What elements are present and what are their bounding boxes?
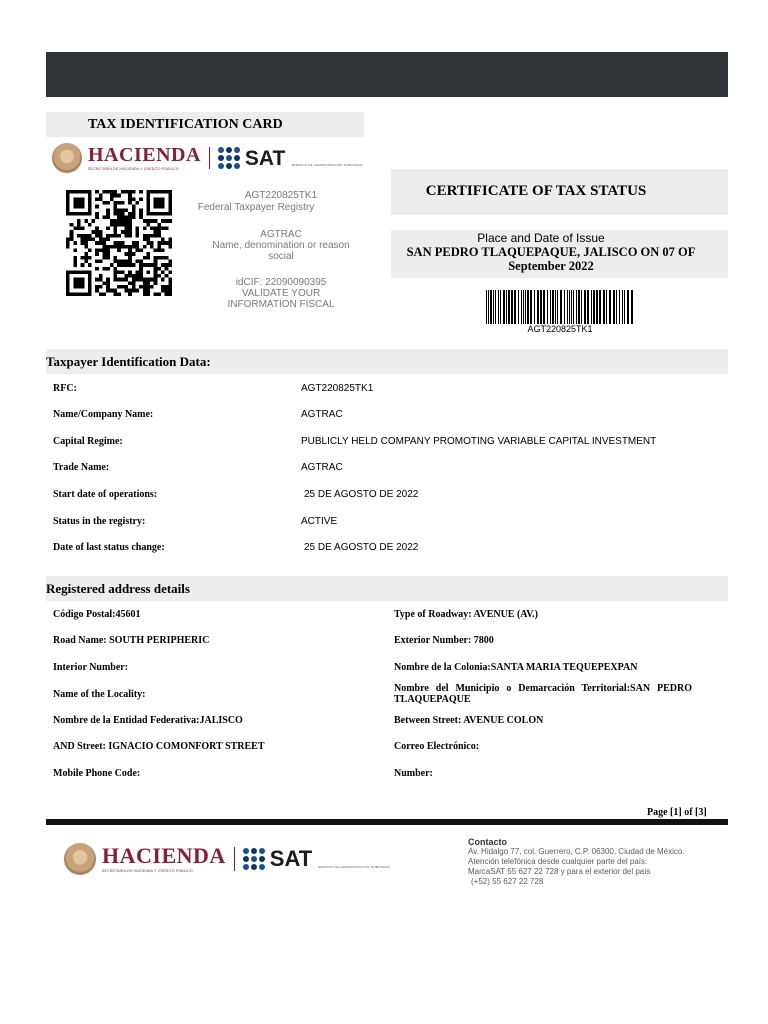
taxpayer-label: RFC:: [53, 383, 77, 394]
address-field: Type of Roadway: AVENUE (AV.): [394, 609, 539, 620]
address-field: AND Street: IGNACIO COMONFORT STREET: [53, 741, 265, 752]
taxpayer-label: Status in the registry:: [53, 516, 146, 527]
address-field: Mobile Phone Code:: [53, 768, 141, 779]
address-field: Nombre de la Entidad Federativa:JALISCO: [53, 715, 243, 726]
contact-title: Contacto: [468, 837, 507, 847]
hacienda-subtitle: SECRETARÍA DE HACIENDA Y CRÉDITO PÚBLICO: [88, 167, 179, 171]
taxpayer-label: Name/Company Name:: [53, 409, 154, 420]
address-field: Interior Number:: [53, 662, 129, 673]
issue-place-date: SAN PEDRO TLAQUEPAQUE, JALISCO ON 07 OF September 2022: [406, 245, 696, 273]
taxpayer-value: 25 DE AGOSTO DE 2022: [304, 489, 419, 500]
taxpayer-value: PUBLICLY HELD COMPANY PROMOTING VARIABLE CAPITAL INVESTMENT: [301, 436, 657, 447]
sat-logo: SAT: [269, 846, 313, 871]
barcode-text: AGT220825TK1: [527, 324, 593, 334]
taxpayer-value: AGT220825TK1: [301, 383, 374, 394]
certificate-title: CERTIFICATE OF TAX STATUS: [425, 183, 647, 199]
address-field: Name of the Locality:: [53, 689, 146, 700]
qr-code: [66, 190, 172, 296]
card-validate: VALIDATE YOUR INFORMATION FISCAL: [227, 288, 335, 310]
card-logos: [52, 143, 363, 173]
taxpayer-label: Date of last status change:: [53, 542, 165, 553]
address-field: Number:: [394, 768, 433, 779]
contact-line: Atención telefónica desde cualquier parte del país:: [468, 857, 648, 866]
hacienda-logo: HACIENDA: [88, 144, 201, 166]
address-field: Road Name: SOUTH PERIPHERIC: [53, 635, 210, 646]
card-name-caption: Name, denomination or reason social: [212, 240, 350, 262]
card-name: AGTRAC: [260, 229, 302, 240]
barcode: [486, 290, 634, 324]
contact-line: MarcaSAT 55 627 22 728 y para el exterior del país: [468, 867, 651, 876]
sat-dots-icon: [243, 848, 266, 871]
contact-line: Av. Hidalgo 77, col. Guerrero, C.P. 06300, Ciudad de México.: [468, 847, 685, 856]
address-field: Código Postal:45601: [53, 609, 141, 620]
footer-logos: [64, 843, 390, 875]
mexico-seal-icon: [64, 843, 96, 875]
taxpayer-label: Start date of operations:: [53, 489, 158, 500]
sat-dots-icon: [218, 147, 241, 170]
taxpayer-section-title: Taxpayer Identification Data:: [46, 354, 211, 369]
taxpayer-value: 25 DE AGOSTO DE 2022: [304, 542, 419, 553]
page-number: Page [1] of [3]: [647, 807, 707, 818]
taxpayer-value: ACTIVE: [301, 516, 338, 527]
taxpayer-label: Capital Regime:: [53, 436, 123, 447]
address-field: Between Street: AVENUE COLON: [394, 715, 544, 726]
taxpayer-value: AGTRAC: [301, 462, 343, 473]
address-section-title: Registered address details: [46, 581, 190, 596]
sat-logo: SAT: [244, 146, 286, 170]
hacienda-logo: HACIENDA: [102, 843, 226, 868]
address-field: Correo Electrónico:: [394, 741, 480, 752]
hacienda-subtitle: SECRETARÍA DE HACIENDA Y CRÉDITO PÚBLICO: [102, 869, 193, 873]
card-rfc-caption: Federal Taxpayer Registry: [197, 202, 315, 213]
top-banner: [46, 52, 728, 97]
sat-subtitle: SERVICIO DE ADMINISTRACIÓN TRIBUTARIA: [291, 163, 364, 167]
sat-subtitle: SERVICIO DE ADMINISTRACIÓN TRIBUTARIA: [318, 865, 390, 869]
card-rfc: AGT220825TK1: [244, 190, 318, 201]
contact-line: (+52) 55 627 22 728: [471, 877, 544, 886]
card-idcif: idCIF: 22090090395: [235, 277, 327, 288]
contact-block: [468, 837, 728, 887]
taxpayer-value: AGTRAC: [301, 409, 343, 420]
taxpayer-label: Trade Name:: [53, 462, 110, 473]
address-field: Exterior Number: 7800: [394, 635, 494, 646]
mexico-seal-icon: [52, 143, 82, 173]
footer-divider: [46, 819, 728, 825]
address-field: Nombre de la Colonia:SANTA MARIA TEQUEPEXPAN: [394, 662, 638, 673]
card-title: TAX IDENTIFICATION CARD: [88, 117, 283, 132]
address-field: Nombre del Municipio o Demarcación Territorial:SAN PEDRO TLAQUEPAQUE: [394, 683, 692, 705]
issue-label: Place and Date of Issue: [477, 231, 605, 245]
